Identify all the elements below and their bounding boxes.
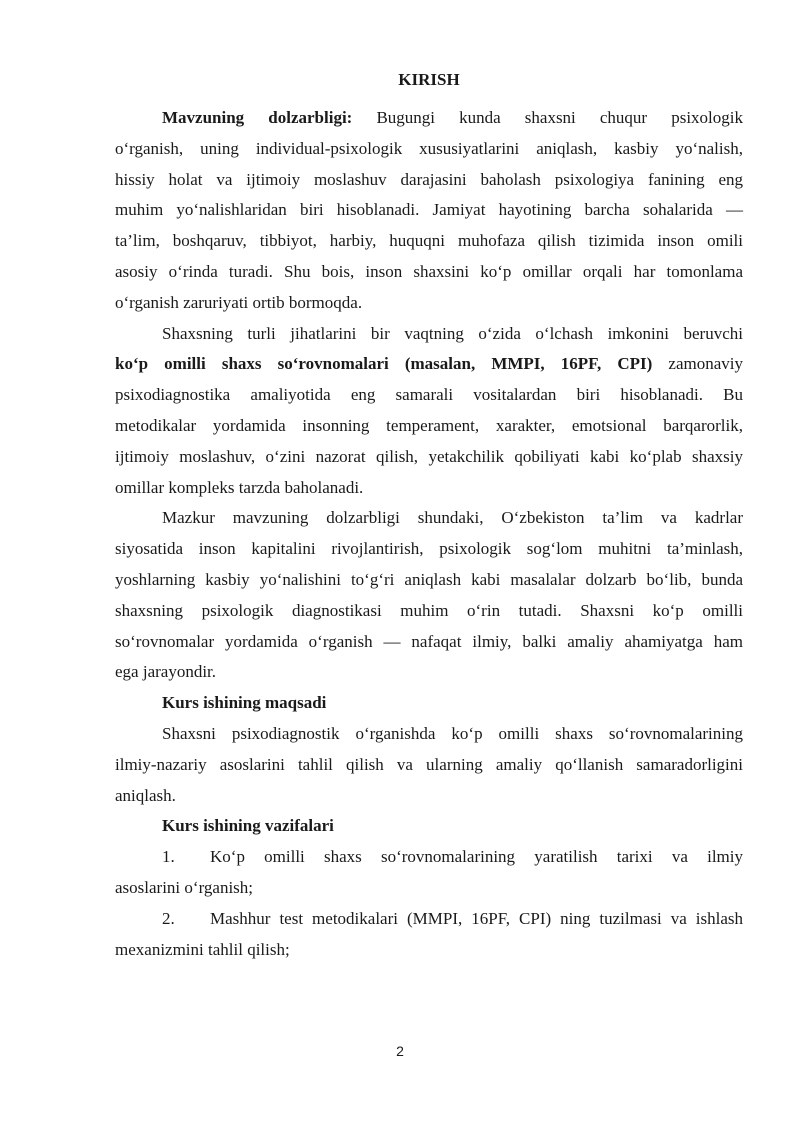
section-title: KIRISH (398, 70, 460, 89)
paragraph-relevance: Mavzuning dolzarbligi: Bugungi kunda shaxsni chuqur psixologik o‘rganish, uning individual-psixologik xususiyatlarini aniqlash, kasbiy yo‘nalish, hissiy holat va ijtimoiy moslashuv darajasini baholash psixologiya fanining eng muhim yo‘nalishlaridan biri hisoblanadi. Jamiyat hayotining barcha sohalarida — ta’lim, boshqaruv, tibbiyot, harbiy, huquqni muhofaza qilish tizimida inson omili asosiy o‘rinda turadi. Shu bois, inson shaxsini ko‘p omillar orqali har tomonlama o‘rganish zaruriyati ortib bormoqda. (115, 108, 743, 312)
heading-goal: Kurs ishining maqsadi (162, 693, 327, 713)
heading-tasks: Kurs ishining vazifalari (162, 816, 334, 836)
task-number: 1. (162, 847, 175, 867)
questionnaires-bold: ko‘p omilli shaxs so‘rovnomalari (masalan, MMPI, 16PF, CPI) (115, 354, 653, 374)
page-content (115, 70, 743, 965)
relevance-lead: Mavzuning dolzarbligi: (162, 108, 353, 127)
paragraph-significance: Mazkur mavzuning dolzarbligi shundaki, O‘zbekiston ta’lim va kadrlar siyosatida inson kapitalini rivojlantirish, psixologik sog‘lom muhitni ta’minlash, yoshlarning kasbiy yo‘nalishini to‘g‘ri aniqlash kabi masalalar dolzarb bo‘lib, bunda shaxsning psixologik diagnostikasi muhim o‘rin tutadi. Shaxsni ko‘p omilli so‘rovnomalar yordamida o‘rganish — nafaqat ilmiy, balki amaliy ahamiyatga ham ega jarayondir. (115, 508, 743, 682)
paragraph-questionnaires: Shaxsning turli jihatlarini bir vaqtning o‘zida o‘lchash imkonini beruvchi ko‘p omilli shaxs so‘rovnomalari (masalan, MMPI, 16PF, CPI) zamonaviy psixodiagnostika amaliyotida eng samarali vositalardan biri hisoblanadi. Bu metodikalar yordamida insonning temperament, xarakter, emotsional barqarorlik, ijtimoiy moslashuv, o‘zini nazorat qilish, yetakchilik qobiliyati kabi ko‘plab shaxsiy omillar kompleks tarzda baholanadi. (115, 323, 743, 497)
task-item-1: 1. Ko‘p omilli shaxs so‘rovnomalarining yaratilish tarixi va ilmiy asoslarini o‘rganish; (115, 842, 743, 904)
task-item-2: 2. Mashhur test metodikalari (MMPI, 16PF, CPI) ning tuzilmasi va ishlash mexanizmini tahlil qilish; (115, 904, 743, 966)
page-number: 2 (396, 1043, 404, 1059)
paragraph-goal: Shaxsni psixodiagnostik o‘rganishda ko‘p omilli shaxs so‘rovnomalarining ilmiy-nazariy asoslarini tahlil qilish va ularning amaliy qo‘llanish samaradorligini aniqlash. (115, 723, 743, 805)
task-number: 2. (162, 908, 175, 928)
